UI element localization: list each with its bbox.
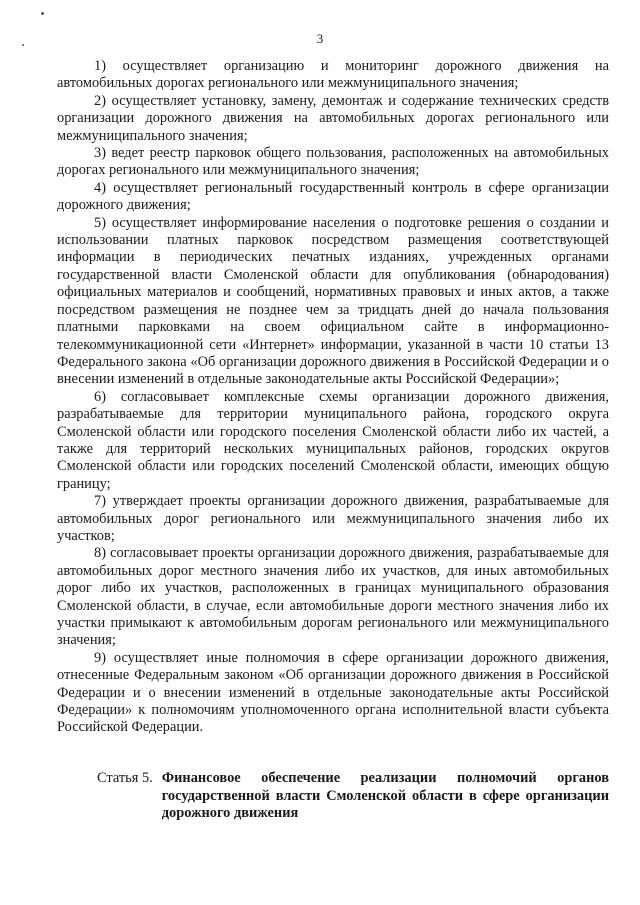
article-title: Финансовое обеспечение реализации полномочий органов государственной власти Смоленской области в сфере организации дорожного движения [161, 770, 609, 822]
paragraph-9: 9) осуществляет иные полномочия в сфере организации дорожного движения, отнесенные Федеральным законом «Об организации дорожного движения в Российской Федерации и о внесении изменений в отдельные законодательные акты Российской Федерации» к полномочиям уполномоченного органа исполнительной власти субъекта Российской Федерации. [57, 649, 609, 736]
scan-speck [41, 12, 44, 15]
document-body [57, 58, 609, 737]
paragraph-6: 6) согласовывает комплексные схемы организации дорожного движения, разрабатываемые для территории муниципального района, городского округа Смоленской области или городского поселения Смоленской области либо их частей, а также для территорий нескольких муниципальных районов, городских округов Смоленской области или городских поселений Смоленской области, имеющих общую границу; [57, 388, 609, 492]
page-number: 3 [316, 31, 324, 46]
article-label: Статья 5. [97, 770, 153, 786]
article-heading [97, 770, 609, 823]
paragraph-3: 3) ведет реестр парковок общего пользования, расположенных на автомобильных дорогах регионального или межмуниципального значения; [57, 145, 609, 179]
paragraph-5: 5) осуществляет информирование населения о подготовке решения о создании и использовании платных парковок посредством размещения соответствующей информации в периодических печатных изданиях, учрежденных органами государственной власти Смоленской области для опубликования (обнародования) официальных материалов и сообщений, нормативных правовых и иных актов, а также посредством размещения не позднее чем за тридцать дней до начала пользования платными парковками на своем официальном сайте в информационно-телекоммуникационной сети «Интернет» информации, указанной в части 10 статьи 13 Федерального закона «Об организации дорожного движения в Российской Федерации и о внесении изменений в отдельные законодательные акты Российской Федерации»; [57, 214, 609, 388]
paragraph-8: 8) согласовывает проекты организации дорожного движения, разрабатываемые для автомобильных дорог местного значения либо их участков, для иных автомобильных дорог либо их участков, расположенных в границах муниципального образования Смоленской области, в случае, если автомобильные дороги местного значения либо их участки примыкают к автомобильным дорогам регионального или межмуниципального значения; [57, 545, 609, 649]
paragraph-7: 7) утверждает проекты организации дорожного движения, разрабатываемые для автомобильных дорог регионального или межмуниципального значения либо их участков; [57, 493, 609, 544]
paragraph-2: 2) осуществляет установку, замену, демонтаж и содержание технических средств организации дорожного движения на автомобильных дорогах регионального или межмуниципального значения; [57, 92, 609, 144]
paragraph-1: 1) осуществляет организацию и мониторинг дорожного движения на автомобильных дорогах регионального или межмуниципального значения; [57, 58, 609, 92]
paragraph-4: 4) осуществляет региональный государственный контроль в сфере организации дорожного движения; [57, 179, 609, 214]
